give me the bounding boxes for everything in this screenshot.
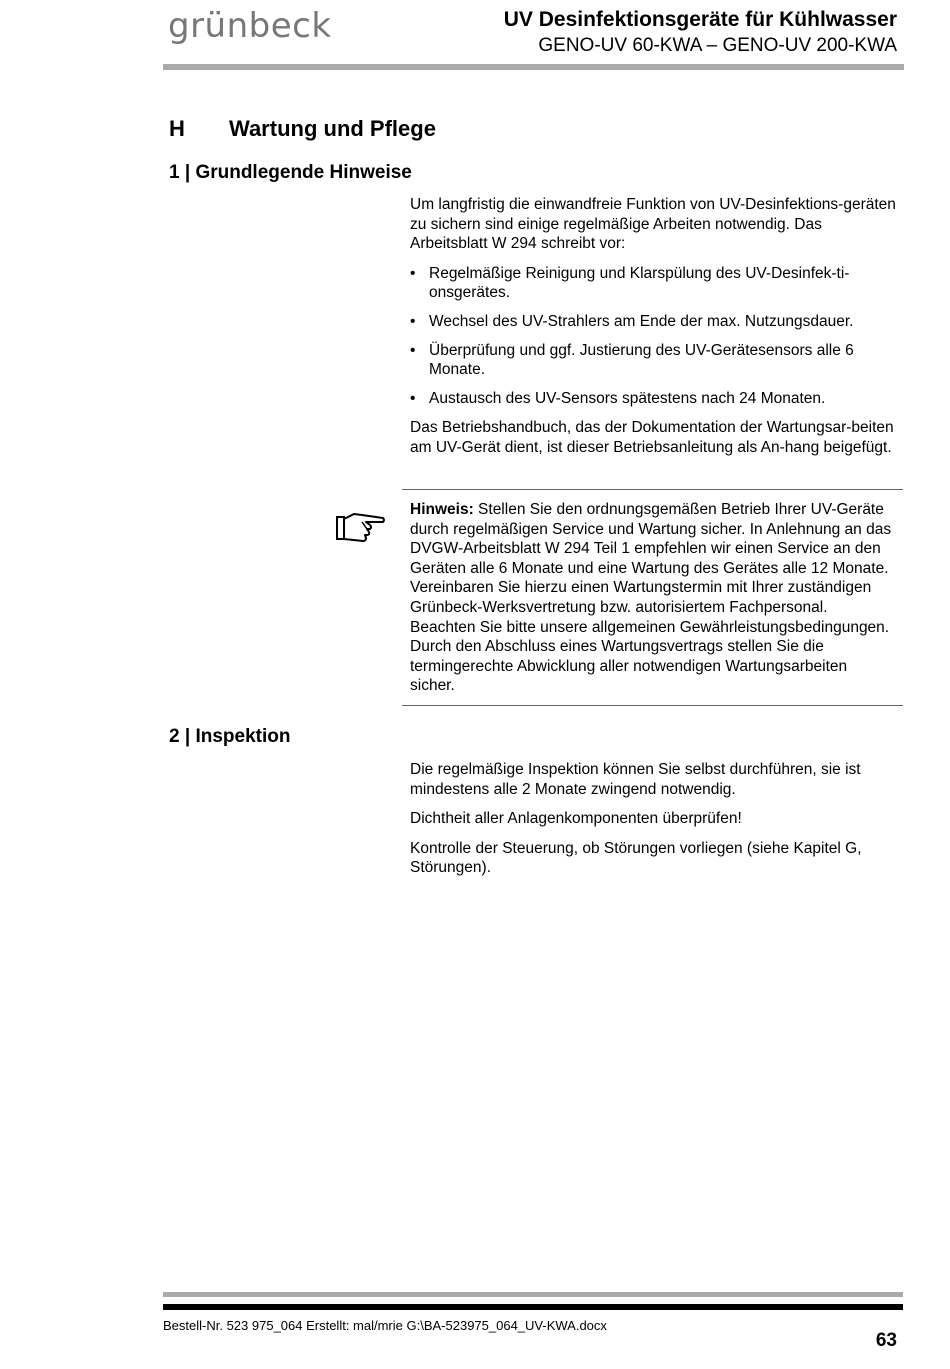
chapter-letter: H bbox=[169, 116, 185, 141]
note-bottom-divider bbox=[402, 705, 903, 706]
bullet-icon: • bbox=[410, 341, 416, 359]
footer-divider-light bbox=[163, 1292, 903, 1297]
header-divider bbox=[163, 64, 904, 70]
note-body: Stellen Sie den ordnungsgemäßen Betrieb Ihrer UV-Geräte durch regelmäßigen Service und Wartung sicher. In Anlehnung an das DVGW-Arbeitsblatt W 294 Teil 1 empfehlen wir einen Service an den Geräten alle 6 Monate und eine Wartung des Gerätes alle 12 Monate. Vereinbaren Sie hierzu einen Wartungstermin mit Ihrer zuständigen Grünbeck-Werksvertretung bzw. autorisiertem Fachpersonal. Beachten Sie bitte unsere allgemeinen Gewährleistungsbedingungen. Durch den Abschluss eines Wartungsvertrags stellen Sie die termingerechte Abwicklung aller notwendigen Wartungsarbeiten sicher. bbox=[410, 501, 892, 695]
inspection-paragraph: Die regelmäßige Inspektion können Sie selbst durchführen, sie ist mindestens alle 2 Monate zwingend notwendig. bbox=[410, 761, 861, 798]
outro-paragraph: Das Betriebshandbuch, das der Dokumentation der Wartungsar-beiten am UV-Gerät dient, ist dieser Betriebsanleitung als An-hang beigefügt. bbox=[410, 419, 894, 456]
pointing-hand-icon bbox=[336, 508, 386, 546]
section-basics-body bbox=[410, 195, 900, 468]
list-item bbox=[410, 389, 900, 409]
list-item-text: Regelmäßige Reinigung und Klarspülung des UV-Desinfek-ti-onsgerätes. bbox=[429, 264, 850, 302]
section-heading-basics: 1 | Grundlegende Hinweise bbox=[169, 162, 412, 183]
document-subtitle: GENO-UV 60-KWA – GENO-UV 200-KWA bbox=[538, 35, 897, 56]
maintenance-list bbox=[410, 264, 900, 409]
list-item-text: Wechsel des UV-Strahlers am Ende der max. Nutzungsdauer. bbox=[429, 312, 854, 330]
list-item-text: Überprüfung und ggf. Justierung des UV-Gerätesensors alle 6 Monate. bbox=[429, 341, 854, 379]
footer-divider-dark bbox=[163, 1304, 903, 1310]
bullet-icon: • bbox=[410, 312, 416, 330]
document-title: UV Desinfektionsgeräte für Kühlwasser bbox=[503, 8, 897, 31]
inspection-paragraph: Kontrolle der Steuerung, ob Störungen vorliegen (siehe Kapitel G, Störungen). bbox=[410, 839, 862, 877]
footer-order-info: Bestell-Nr. 523 975_064 Erstellt: mal/mrie G:\BA-523975_064_UV-KWA.docx bbox=[163, 1318, 607, 1333]
section-heading-inspection: 2 | Inspektion bbox=[169, 726, 291, 747]
page-number: 63 bbox=[875, 1330, 897, 1351]
note-top-divider bbox=[402, 489, 903, 490]
section-inspection-body bbox=[410, 760, 900, 888]
chapter-title: Wartung und Pflege bbox=[229, 116, 436, 141]
list-item bbox=[410, 341, 900, 380]
note-label: Hinweis: bbox=[410, 501, 474, 518]
intro-paragraph: Um langfristig die einwandfreie Funktion von UV-Desinfektions-geräten zu sichern sind einige regelmäßige Arbeiten notwendig. Das Arbeitsblatt W 294 schreibt vor: bbox=[410, 196, 896, 253]
bullet-icon: • bbox=[410, 389, 416, 407]
brand-logo: grünbeck bbox=[168, 6, 332, 46]
inspection-paragraph: Dichtheit aller Anlagenkomponenten überprüfen! bbox=[410, 810, 742, 828]
list-item-text: Austausch des UV-Sensors spätestens nach 24 Monaten. bbox=[429, 389, 826, 407]
bullet-icon: • bbox=[410, 264, 416, 282]
list-item bbox=[410, 312, 900, 332]
note-box bbox=[410, 500, 894, 696]
chapter-heading bbox=[169, 116, 436, 142]
list-item bbox=[410, 264, 900, 303]
